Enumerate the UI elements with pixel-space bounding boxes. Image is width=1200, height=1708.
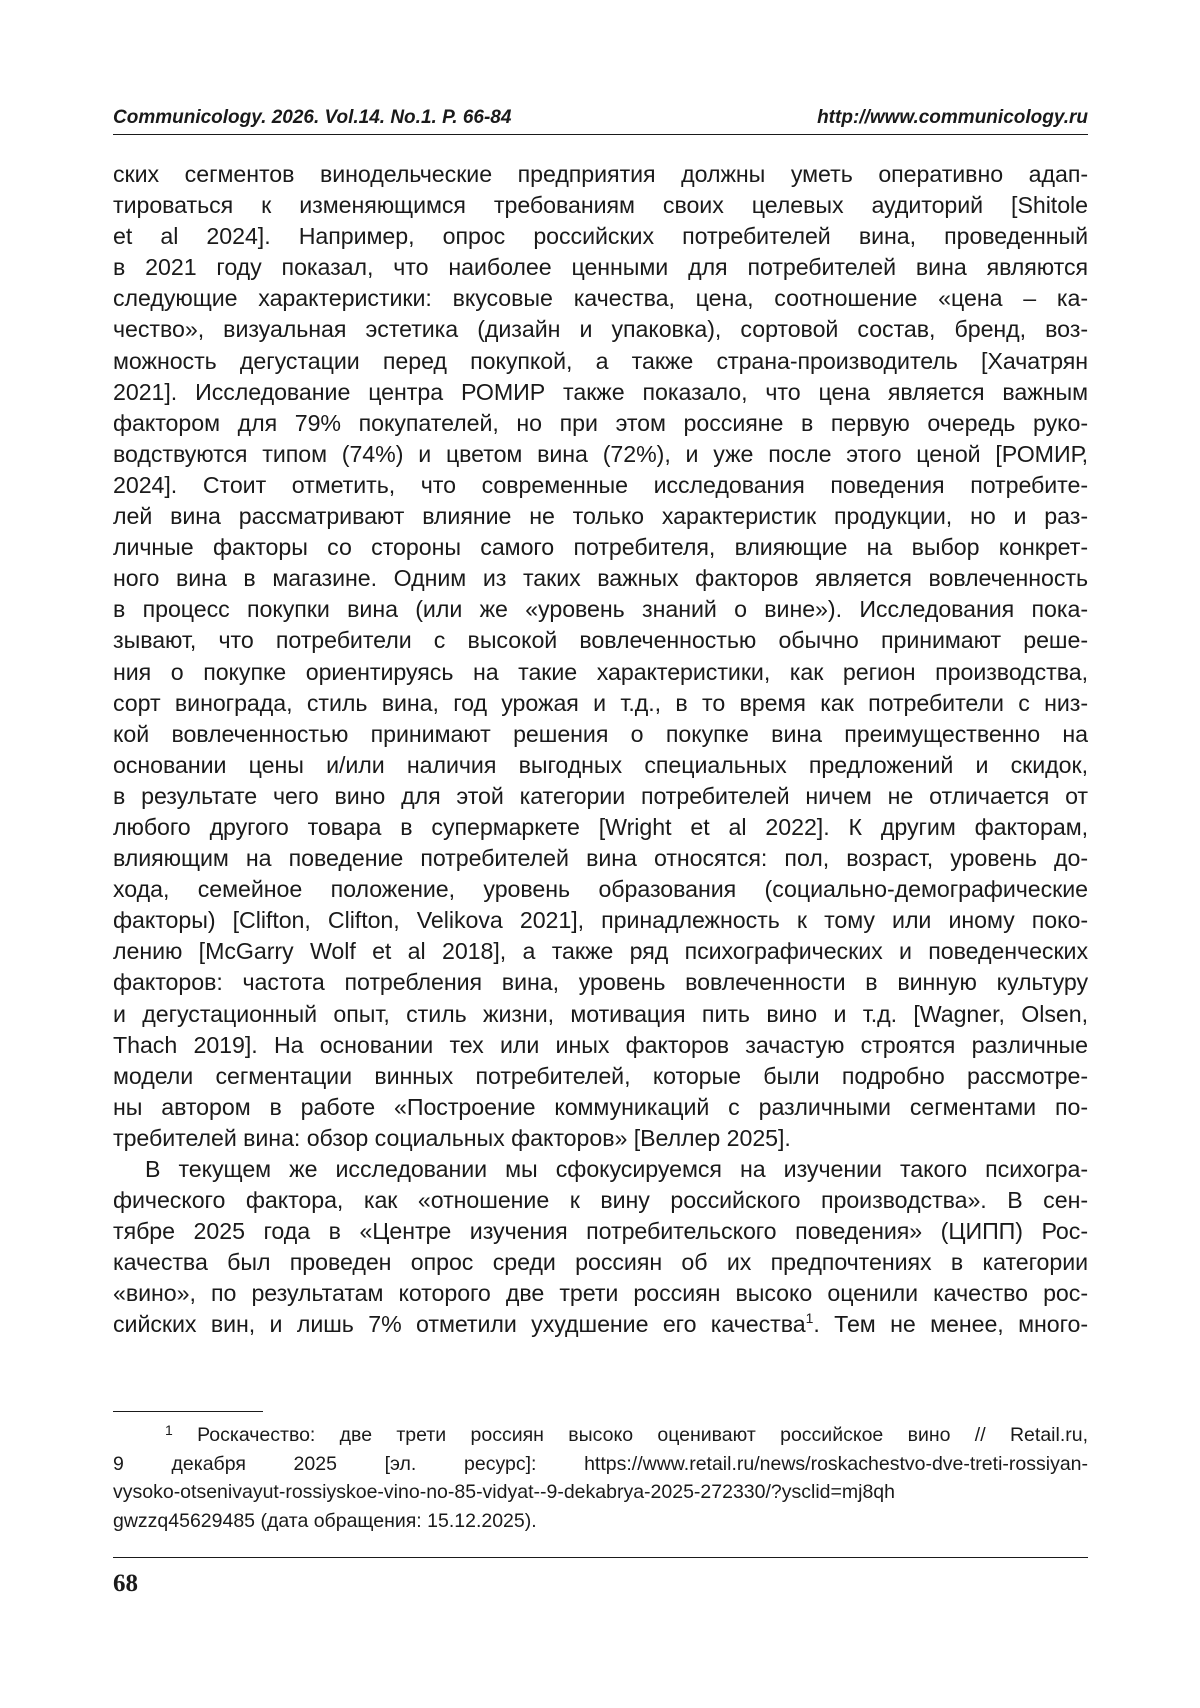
journal-citation: Communicology. 2026. Vol.14. No.1. P. 66-84 bbox=[113, 107, 512, 128]
text-line: фактором для 79% покупателей, но при этом россияне в первую очередь руко- bbox=[113, 409, 1088, 436]
text-line: et al 2024]. Например, опрос российских потребителей вина, проведенный bbox=[113, 223, 1088, 250]
text-line: в процесс покупки вина (или же «уровень знаний о вине»). Исследования пока- bbox=[113, 596, 1088, 623]
running-head bbox=[113, 104, 1088, 132]
text-line: основании цены и/или наличия выгодных специальных предложений и скидок, bbox=[113, 751, 1088, 778]
text-line: факторов: частота потребления вина, уровень вовлеченности в винную культуру bbox=[113, 969, 1088, 996]
footnote-line bbox=[113, 1421, 1088, 1450]
text-segment: . Тем не менее, много- bbox=[813, 1311, 1088, 1338]
text-line: фического фактора, как «отношение к вину российского производства». В сен- bbox=[113, 1187, 1088, 1214]
text-line: ния о покупке ориентируясь на такие характеристики, как регион производства, bbox=[113, 658, 1088, 685]
footnote-line: gwzzq45629485 (дата обращения: 15.12.2025). bbox=[113, 1509, 537, 1532]
footnote-line: vysoko-otsenivayut-rossiyskoe-vino-no-85-vidyat--9-dekabrya-2025-272330/?ysclid=mj8qh bbox=[113, 1481, 895, 1504]
main-text bbox=[113, 159, 1088, 1341]
text-line: ских сегментов винодельческие предприятия должны уметь оперативно адап- bbox=[113, 161, 1088, 187]
text-line: в 2021 году показал, что наиболее ценными для потребителей вина являются bbox=[113, 254, 1088, 281]
text-line: «вино», по результатам которого две трети россиян высоко оценили качество рос- bbox=[113, 1280, 1088, 1307]
header-rule bbox=[113, 134, 1088, 135]
journal-url[interactable]: http://www.communicology.ru bbox=[817, 107, 1088, 128]
text-line: ны автором в работе «Построение коммуникаций с различными сегментами по- bbox=[113, 1093, 1088, 1120]
text-line: влияющим на поведение потребителей вина относятся: пол, возраст, уровень до- bbox=[113, 845, 1088, 872]
text-line: требителей вина: обзор социальных факторов» [Веллер 2025]. bbox=[113, 1124, 791, 1151]
text-line: кой вовлеченностью принимают решения о покупке вина преимущественно на bbox=[113, 720, 1088, 747]
footnote-reference[interactable]: 1 bbox=[805, 1310, 814, 1327]
text-line: ного вина в магазине. Одним из таких важных факторов является вовлеченность bbox=[113, 565, 1088, 592]
footnote bbox=[113, 1421, 1088, 1535]
text-line: тироваться к изменяющимся требованиям своих целевых аудиторий [Shitole bbox=[113, 192, 1088, 219]
text-line: модели сегментации винных потребителей, которые были подробно рассмотре- bbox=[113, 1062, 1088, 1089]
text-line: 2021]. Исследование центра РОМИР также показало, что цена является важным bbox=[113, 378, 1088, 405]
text-line: личные факторы со стороны самого потребителя, влияющие на выбор конкрет- bbox=[113, 534, 1088, 561]
text-line: водствуются типом (74%) и цветом вина (72%), и уже после этого ценой [РОМИР, bbox=[113, 440, 1088, 467]
text-line: тябре 2025 года в «Центре изучения потребительского поведения» (ЦИПП) Рос- bbox=[113, 1218, 1088, 1245]
footnote-text: Роскачество: две трети россиян высоко оценивают российское вино // Retail.ru, bbox=[197, 1424, 1089, 1446]
text-line: зывают, что потребители с высокой вовлеченностью обычно принимают реше- bbox=[113, 627, 1088, 654]
page-number: 68 bbox=[113, 1570, 138, 1597]
text-line-with-footnote bbox=[113, 1309, 1088, 1340]
text-segment: сийских вин, и лишь 7% отметили ухудшение его качества bbox=[113, 1311, 806, 1338]
text-line: можность дегустации перед покупкой, а также страна-производитель [Хачатрян bbox=[113, 347, 1088, 374]
paragraph-1 bbox=[113, 159, 1088, 1154]
text-line: факторы) [Clifton, Clifton, Velikova 2021], принадлежность к тому или иному поко- bbox=[113, 907, 1088, 934]
paragraph-2 bbox=[113, 1154, 1088, 1341]
text-line: в результате чего вино для этой категории потребителей ничем не отличается от bbox=[113, 782, 1088, 809]
text-line: лению [McGarry Wolf et al 2018], а также ряд психографических и поведенческих bbox=[113, 938, 1088, 965]
text-line: любого другого товара в супермаркете [Wright et al 2022]. К другим факторам, bbox=[113, 813, 1088, 840]
footnote-number: 1 bbox=[165, 1422, 173, 1438]
text-line: лей вина рассматривают влияние не только характеристик продукции, но и раз- bbox=[113, 503, 1088, 530]
footnote-rule bbox=[113, 1411, 263, 1412]
text-line: 2024]. Стоит отметить, что современные исследования поведения потребите- bbox=[113, 471, 1088, 498]
text-line: и дегустационный опыт, стиль жизни, мотивация пить вино и т.д. [Wagner, Olsen, bbox=[113, 1000, 1088, 1027]
text-line: чество», визуальная эстетика (дизайн и упаковка), сортовой состав, бренд, воз- bbox=[113, 316, 1088, 343]
text-line: сорт винограда, стиль вина, год урожая и т.д., в то время как потребители с низ- bbox=[113, 689, 1088, 716]
text-line: Thach 2019]. На основании тех или иных факторов зачастую строятся различные bbox=[113, 1031, 1088, 1058]
footer-rule bbox=[113, 1557, 1088, 1558]
text-line: хода, семейное положение, уровень образования (социально-демографические bbox=[113, 876, 1088, 903]
text-line: В текущем же исследовании мы сфокусируемся на изучении такого психогра- bbox=[145, 1156, 1088, 1182]
footnote-line: 9 декабря 2025 [эл. ресурс]: https://www.retail.ru/news/roskachestvo-dve-treti-rossiyan- bbox=[113, 1452, 1088, 1475]
text-line: качества был проведен опрос среди россиян об их предпочтениях в категории bbox=[113, 1249, 1088, 1276]
text-line: следующие характеристики: вкусовые качества, цена, соотношение «цена – ка- bbox=[113, 285, 1088, 312]
